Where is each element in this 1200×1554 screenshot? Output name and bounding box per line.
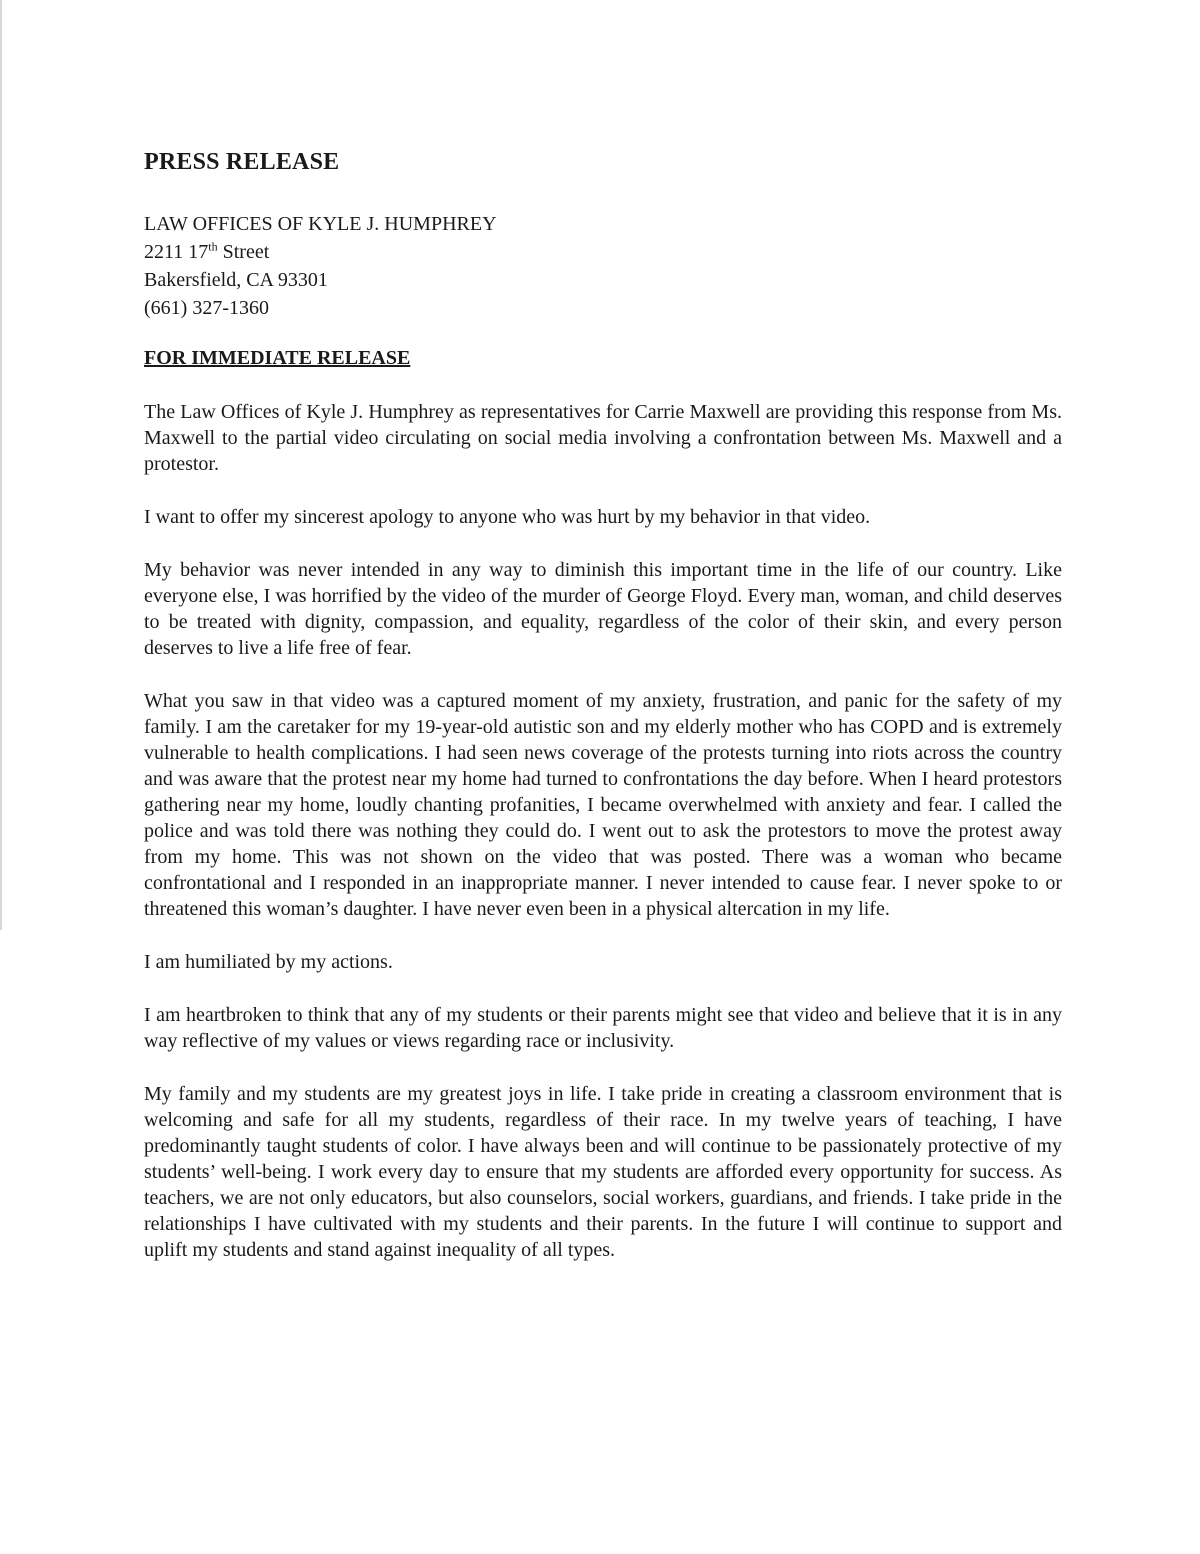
document-body	[144, 144, 1062, 1290]
scan-edge-line	[0, 0, 2, 930]
firm-address-block	[144, 210, 1062, 322]
page-title: PRESS RELEASE	[144, 149, 340, 175]
paragraph-students: My family and my students are my greatest joys in life. I take pride in creating a classroom environment that is welcoming and safe for all my students, regardless of their race. In my twelve years of teaching, I have predominantly taught students of color. I have always been and will continue to be passionately protective of my students’ well-being. I work every day to ensure that my students are afforded every opportunity for success. As teachers, we are not only educators, but also counselors, social workers, guardians, and friends. I take pride in the relationships I have cultivated with my students and their parents. In the future I will continue to support and uplift my students and stand against inequality of all types.	[144, 1083, 1062, 1261]
street-number: 2211 17	[144, 241, 209, 263]
phone-number: (661) 327-1360	[144, 297, 269, 319]
city-state-zip: Bakersfield, CA 93301	[144, 269, 328, 291]
paragraph-apology: I want to offer my sincerest apology to anyone who was hurt by my behavior in that video.	[144, 506, 871, 528]
firm-name: LAW OFFICES OF KYLE J. HUMPHREY	[144, 213, 497, 235]
paragraph-intro: The Law Offices of Kyle J. Humphrey as representatives for Carrie Maxwell are providing this response from Ms. Maxwell to the partial video circulating on social media involving a confrontation between Ms. Maxwell and a protestor.	[144, 401, 1062, 475]
street-ordinal-suffix: th	[208, 239, 218, 254]
paragraph-account: What you saw in that video was a captured moment of my anxiety, frustration, and panic for the safety of my family. I am the caretaker for my 19-year-old autistic son and my elderly mother who has COPD and is extremely vulnerable to health complications. I had seen news coverage of the protests turning into riots across the country and was aware that the protest near my home had turned to confrontations the day before. When I heard protestors gathering near my home, loudly chanting profanities, I became overwhelmed with anxiety and fear. I called the police and was told there was nothing they could do. I went out to ask the protestors to move the protest away from my home. This was not shown on the video that was posted. There was a woman who became confrontational and I responded in an inappropriate manner. I never intended to cause fear. I never spoke to or threatened this woman’s daughter. I have never even been in a physical altercation in my life.	[144, 690, 1062, 920]
paragraph-heartbroken: I am heartbroken to think that any of my students or their parents might see that video and believe that it is in any way reflective of my values or views regarding race or inclusivity.	[144, 1004, 1062, 1052]
release-heading: FOR IMMEDIATE RELEASE	[144, 347, 411, 369]
street-address	[144, 238, 1062, 266]
paragraph-intent: My behavior was never intended in any way to diminish this important time in the life of our country. Like everyone else, I was horrified by the video of the murder of George Floyd. Every man, woman, and child deserves to be treated with dignity, compassion, and equality, regardless of the color of their skin, and every person deserves to live a life free of fear.	[144, 559, 1062, 659]
street-name: Street	[217, 241, 270, 263]
paragraph-humiliated: I am humiliated by my actions.	[144, 951, 393, 973]
